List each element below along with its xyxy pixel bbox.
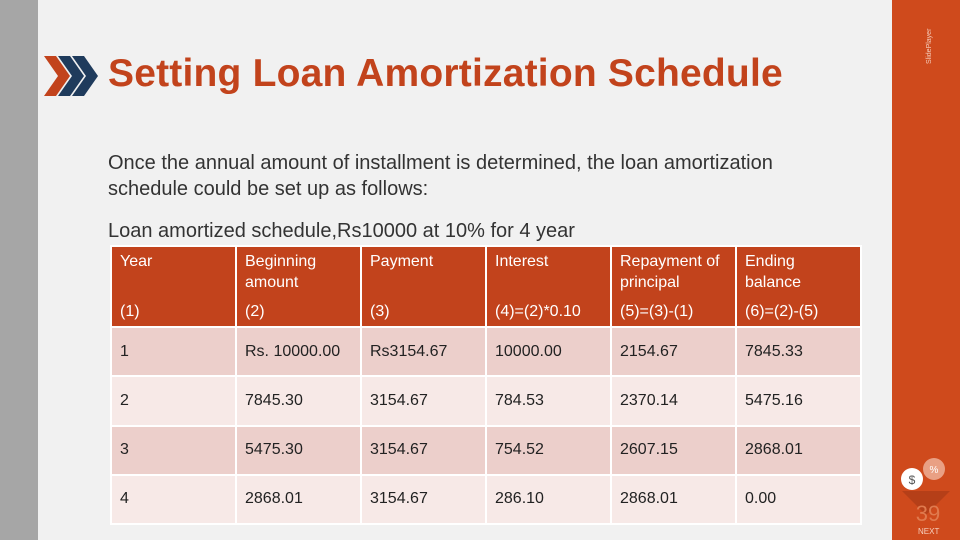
table-row — [111, 376, 861, 425]
table-cell: Rs. 10000.00 — [236, 327, 361, 376]
table-cell: 3154.67 — [361, 475, 486, 524]
table-cell: 1 — [111, 327, 236, 376]
table-cell: 10000.00 — [486, 327, 611, 376]
table-cell: 7845.33 — [736, 327, 861, 376]
table-cell: 2868.01 — [736, 426, 861, 475]
header-cell: Payment (3) — [361, 246, 486, 327]
slide-title: Setting Loan Amortization Schedule — [108, 52, 783, 95]
table-cell: 2868.01 — [611, 475, 736, 524]
header-cell: Interest (4)=(2)*0.10 — [486, 246, 611, 327]
table-cell: 2607.15 — [611, 426, 736, 475]
table-cell: 4 — [111, 475, 236, 524]
finance-decoration-icon — [896, 455, 956, 535]
table-cell: 2 — [111, 376, 236, 425]
header-cell: Beginning amount (2) — [236, 246, 361, 327]
header-cell: Year (1) — [111, 246, 236, 327]
table-cell: 5475.16 — [736, 376, 861, 425]
percent-symbol: % — [929, 465, 939, 476]
chevrons-icon — [44, 56, 104, 96]
table-row — [111, 475, 861, 524]
table-cell: 5475.30 — [236, 426, 361, 475]
page-number: 39 — [915, 501, 941, 526]
next-label: NEXT — [918, 527, 940, 536]
dollar-symbol: $ — [908, 473, 916, 487]
header-cell: Ending balance (6)=(2)-(5) — [736, 246, 861, 327]
table-cell: 3 — [111, 426, 236, 475]
left-gray-bar — [0, 0, 38, 540]
table-cell: 286.10 — [486, 475, 611, 524]
table-cell: 2154.67 — [611, 327, 736, 376]
header-cell: Repayment of principal (5)=(3)-(1) — [611, 246, 736, 327]
watermark-text: SlidePlayer — [926, 28, 933, 64]
amortization-table — [110, 245, 862, 525]
table-cell: 2868.01 — [236, 475, 361, 524]
table-cell: 7845.30 — [236, 376, 361, 425]
table-row — [111, 327, 861, 376]
table-caption: Loan amortized schedule,Rs10000 at 10% for 4 year — [108, 220, 575, 242]
table-cell: 754.52 — [486, 426, 611, 475]
intro-text: Once the annual amount of installment is determined, the loan amortization schedule could be set up as follows: — [108, 152, 773, 200]
table-row — [111, 426, 861, 475]
table-cell: 784.53 — [486, 376, 611, 425]
table-cell: 3154.67 — [361, 426, 486, 475]
table-cell: 3154.67 — [361, 376, 486, 425]
table-cell: 0.00 — [736, 475, 861, 524]
table-cell: 2370.14 — [611, 376, 736, 425]
table-cell: Rs3154.67 — [361, 327, 486, 376]
header-row — [111, 246, 861, 327]
